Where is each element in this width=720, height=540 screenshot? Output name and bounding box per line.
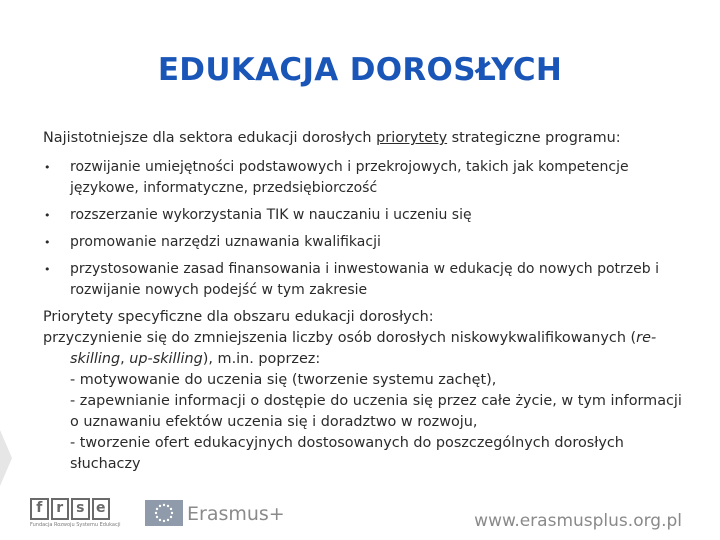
upskilling-term: up-skilling bbox=[129, 351, 203, 367]
specific-body bbox=[43, 328, 683, 370]
list-item-text: promowanie narzędzi uznawania kwalifikacji bbox=[70, 234, 381, 250]
specific-item: - motywowanie do uczenia się (tworzenie systemu zachęt), bbox=[70, 372, 497, 388]
bullet-icon: • bbox=[44, 209, 51, 222]
intro-paragraph bbox=[43, 128, 683, 149]
intro-underlined-word: priorytety bbox=[376, 130, 448, 146]
eu-flag-icon bbox=[145, 500, 183, 526]
intro-text-before: Najistotniejsze dla sektora edukacji dorosłych bbox=[43, 130, 377, 146]
paren-rest: ), m.in. poprzez: bbox=[202, 351, 321, 367]
slide-content bbox=[43, 128, 683, 475]
website-url[interactable]: www.erasmusplus.org.pl bbox=[474, 511, 682, 531]
paren-open: ( bbox=[630, 330, 637, 346]
reskilling-term: re-skilling bbox=[70, 330, 657, 367]
frse-logo bbox=[30, 498, 121, 528]
specific-heading: Priorytety specyficzne dla obszaru edukacji dorosłych bbox=[43, 309, 429, 325]
list-item-text: rozwijanie umiejętności podstawowych i przekrojowych, takich jak kompetencje językowe, informatyczne, przedsiębiorczość bbox=[70, 159, 629, 196]
frse-caption: Fundacja Rozwoju Systemu Edukacji bbox=[30, 522, 121, 528]
bullet-icon: • bbox=[44, 161, 51, 174]
priority-list bbox=[43, 157, 683, 301]
list-item-text: przystosowanie zasad finansowania i inwestowania w edukację do nowych potrzeb i rozwijanie nowych podejść w tym zakresie bbox=[70, 261, 659, 298]
list-item bbox=[43, 157, 683, 199]
slide-title: EDUKACJA DOROSŁYCH bbox=[157, 52, 563, 88]
frse-letter: s bbox=[71, 498, 90, 520]
specific-item: - tworzenie ofert edukacyjnych dostosowanych do poszczególnych dorosłych słuchaczy bbox=[70, 435, 624, 472]
list-item bbox=[43, 259, 683, 301]
frse-letters bbox=[30, 498, 110, 520]
specific-colon: : bbox=[428, 309, 434, 325]
edge-decoration bbox=[0, 430, 12, 486]
frse-letter: f bbox=[30, 498, 49, 520]
term-comma: , bbox=[120, 351, 130, 367]
list-item bbox=[43, 232, 683, 253]
specific-item: - zapewnianie informacji o dostępie do uczenia się przez całe życie, w tym informacji o uznawaniu efektów uczenia się i doradztwo w rozwoju, bbox=[70, 393, 682, 430]
bullet-icon: • bbox=[44, 263, 51, 276]
frse-letter: r bbox=[51, 498, 70, 520]
list-item-text: rozszerzanie wykorzystania TIK w nauczaniu i uczeniu się bbox=[70, 207, 472, 223]
intro-text-after: strategiczne programu: bbox=[447, 130, 621, 146]
specific-priorities bbox=[43, 307, 683, 475]
erasmus-logo-text: Erasmus+ bbox=[187, 503, 285, 525]
list-item bbox=[43, 205, 683, 226]
bullet-icon: • bbox=[44, 236, 51, 249]
frse-letter: e bbox=[92, 498, 111, 520]
specific-heading-line bbox=[43, 307, 683, 328]
specific-line1: przyczynienie się do zmniejszenia liczby osób dorosłych niskowykwalifikowanych bbox=[43, 330, 626, 346]
